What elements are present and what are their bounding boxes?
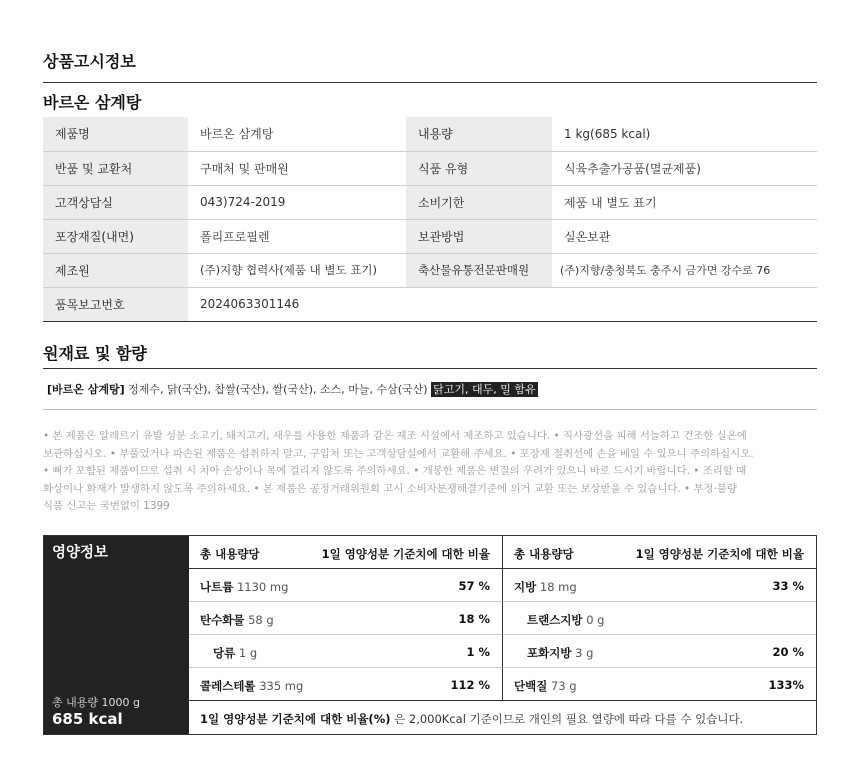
nutrient-amount: 73 g: [547, 679, 577, 693]
table-row: [43, 219, 817, 253]
total-amount: 총 내용량 1000 g: [52, 696, 140, 709]
nutrient-name: 단백질: [514, 679, 548, 693]
page-heading: 상품고시정보: [43, 52, 136, 71]
info-value: 043)724-2019: [188, 185, 406, 219]
nutrition-header-right: [502, 536, 816, 569]
nutrient-percent: 133%: [768, 678, 804, 692]
nutrient-amount: 335 mg: [255, 679, 304, 693]
nutrient-percent: 33 %: [772, 579, 804, 593]
nutrition-title: 영양정보: [52, 545, 109, 561]
nutrient-amount: 0 g: [582, 613, 605, 627]
nutrient-row: [502, 668, 816, 701]
info-label: 식품 유형: [406, 151, 552, 185]
footnote-bold: 1일 영양성분 기준치에 대한 비율(%): [200, 712, 391, 726]
nutrient-amount: 3 g: [571, 646, 594, 660]
nutrient-name: 트랜스지방: [527, 613, 583, 627]
divider: [43, 368, 817, 369]
nutrient-amount: 1 g: [235, 646, 258, 660]
info-label: 포장재질(내면): [43, 219, 188, 253]
nutrition-side-panel: [44, 536, 189, 734]
divider: [43, 82, 817, 83]
notice-line: 화상이나 화재가 발생하지 않도록 주의하세요. • 본 제품은 공정거래위원회 고시 소비자분쟁해결기준에 의거 교환 또는 보상받을 수 있습니다. • 부정·불량: [43, 482, 737, 495]
nutrient-amount: 18 mg: [536, 580, 577, 594]
info-label: 제품명: [43, 117, 188, 151]
info-value: [552, 287, 817, 321]
nutrient-row: [189, 569, 502, 602]
column-header: 1일 영양성분 기준치에 대한 비율: [635, 547, 804, 561]
nutrition-facts-table: [43, 535, 817, 735]
info-label: 소비기한: [406, 185, 552, 219]
table-row: [43, 287, 817, 321]
product-name: 바르온 삼계탕: [43, 93, 142, 112]
nutrient-row: [189, 668, 502, 701]
table-row: [43, 117, 817, 151]
nutrient-name: 당류: [213, 646, 236, 660]
nutrient-row: [502, 569, 816, 602]
column-header: 총 내용량당: [200, 547, 260, 561]
info-label: 고객상담실: [43, 185, 188, 219]
info-label: 품목보고번호: [43, 287, 188, 321]
caution-notice: [43, 428, 825, 516]
ingredients-line: [47, 381, 538, 397]
table-row: [43, 253, 817, 287]
notice-line: • 본 제품은 알레르기 유발 성분 소고기, 돼지고기, 새우를 사용한 제품과 같은 제조 시설에서 제조하고 있습니다. • 직사광선을 피해 서늘하고 건조한 실온에: [43, 430, 747, 442]
info-label: 보관방법: [406, 219, 552, 253]
info-value: (주)지향 협력사(제품 내 별도 표기): [188, 253, 406, 287]
nutrient-amount: 58 g: [244, 613, 274, 627]
info-value: 제품 내 별도 표기: [552, 185, 817, 219]
nutrient-name: 나트륨: [200, 580, 234, 594]
nutrition-footnote: [189, 701, 816, 734]
table-row: [43, 185, 817, 219]
nutrient-name: 지방: [514, 580, 537, 594]
nutrient-name: 포화지방: [527, 646, 572, 660]
nutrient-row: [502, 635, 816, 668]
info-value: (주)지향/충청북도 충주시 금가면 강수로 76: [552, 253, 817, 287]
nutrient-row: [189, 635, 502, 668]
ingredients-text: 정제수, 닭(국산), 찹쌀(국산), 쌀(국산), 소스, 마늘, 수삼(국산): [124, 383, 432, 396]
info-value: 2024063301146: [188, 287, 406, 321]
nutrient-row: [189, 602, 502, 635]
column-header: 총 내용량당: [514, 547, 574, 561]
info-label: 제조원: [43, 253, 188, 287]
info-label: 반품 및 교환처: [43, 151, 188, 185]
info-label: [406, 287, 552, 321]
ingredients-product-label: [바르온 삼계탕]: [47, 383, 125, 396]
info-value: 폴리프로필렌: [188, 219, 406, 253]
info-value: 식육추출가공품(멸균제품): [552, 151, 817, 185]
divider: [43, 409, 817, 410]
allergy-badge: 닭고기, 대두, 밀 함유: [433, 383, 536, 396]
notice-line: 보관하십시오. • 부풀었거나 파손된 제품은 섭취하지 말고, 구입처 또는 고객상담실에서 교환해 주세요. • 포장재 절취선에 손을 베일 수 있으니 주의하십시오.: [43, 447, 754, 460]
nutrient-percent: 20 %: [772, 645, 804, 659]
raw-materials-title: 원재료 및 함량: [43, 344, 147, 363]
nutrition-header-left: [189, 536, 502, 569]
nutrient-percent: 112 %: [450, 678, 490, 692]
info-value: 1 kg(685 kcal): [552, 117, 817, 151]
footnote-text: 은 2,000Kcal 기준이므로 개인의 필요 열량에 따라 다를 수 있습니다.: [390, 712, 744, 726]
info-value: 바르온 삼계탕: [188, 117, 406, 151]
nutrient-amount: 1130 mg: [233, 580, 289, 594]
nutrient-percent: 57 %: [458, 579, 490, 593]
info-value: 실온보관: [552, 219, 817, 253]
nutrient-row: [502, 602, 816, 635]
nutrient-name: 콜레스테롤: [200, 679, 256, 693]
nutrient-name: 탄수화물: [200, 613, 245, 627]
table-row: [43, 151, 817, 185]
notice-line: 식품 신고는 국번없이 1399: [43, 500, 170, 512]
total-kcal: 685 kcal: [52, 710, 123, 728]
info-label: 내용량: [406, 117, 552, 151]
column-header: 1일 영양성분 기준치에 대한 비율: [321, 547, 490, 561]
notice-line: • 뼈가 포함된 제품이므로 섭취 시 치아 손상이나 목에 걸리지 않도록 주의하세요. • 개봉한 제품은 변질의 우려가 있으니 바로 드시기 바랍니다. • 조리할 때: [43, 465, 747, 477]
info-label: 축산물유통전문판매원: [406, 253, 552, 287]
nutrient-percent: 1 %: [466, 645, 490, 659]
product-info-table: [43, 117, 817, 322]
nutrient-percent: 18 %: [458, 612, 490, 626]
info-value: 구매처 및 판매원: [188, 151, 406, 185]
